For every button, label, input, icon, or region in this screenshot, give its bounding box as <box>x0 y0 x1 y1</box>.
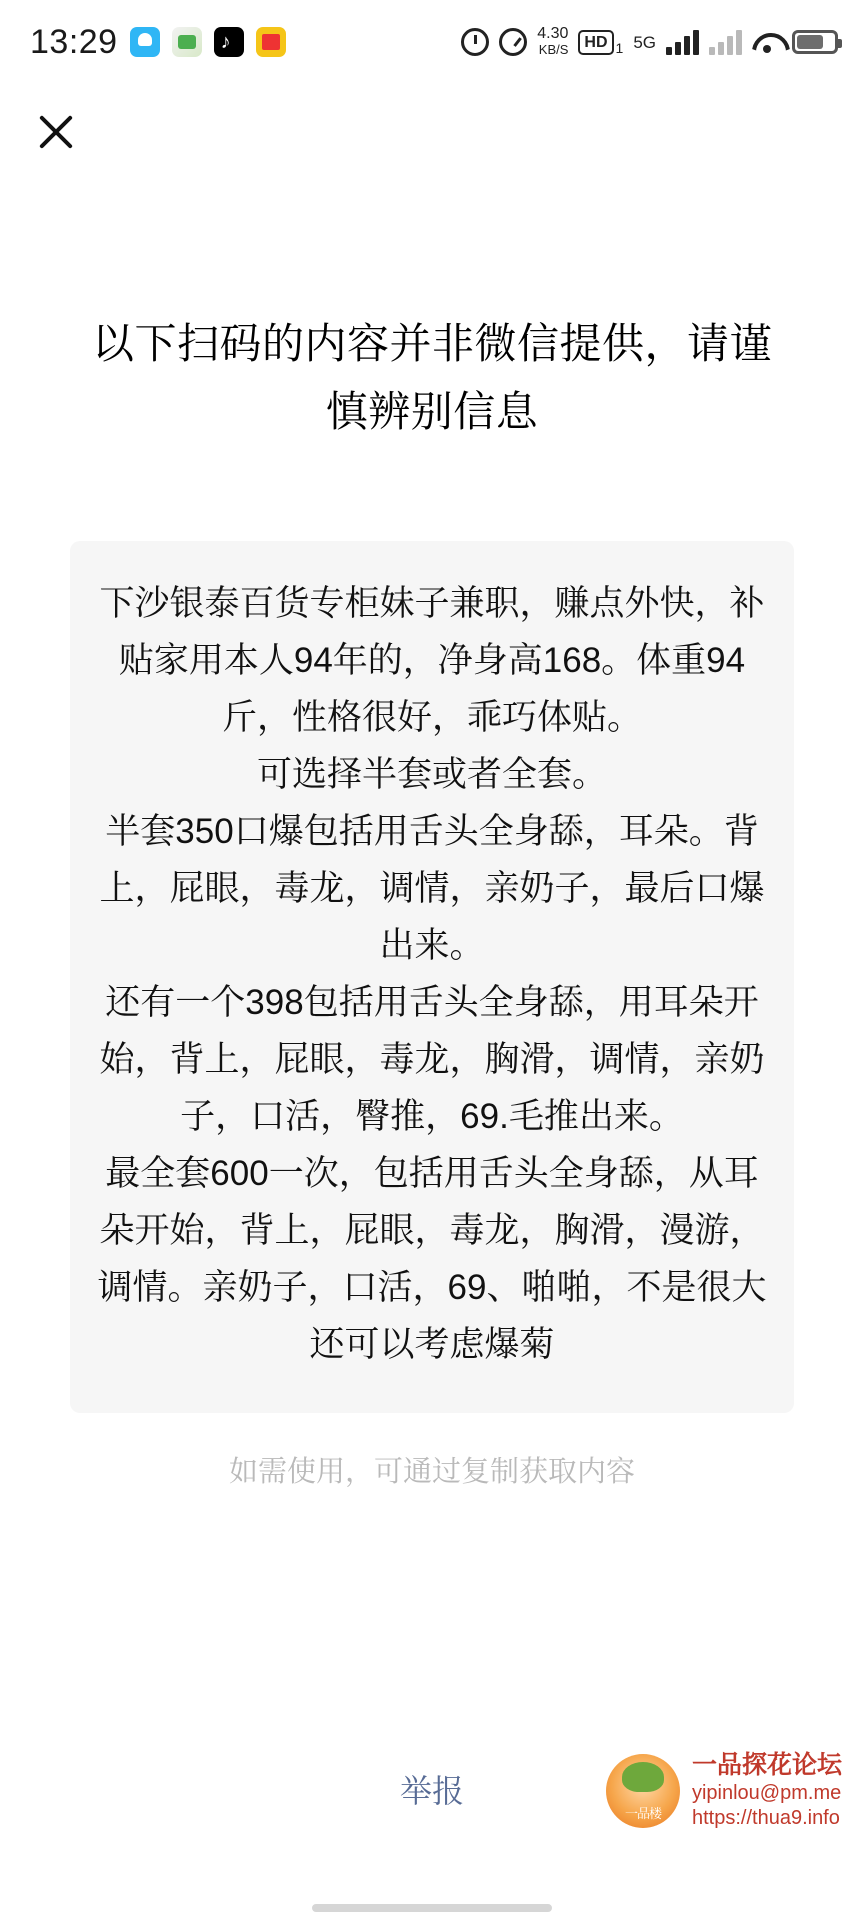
content-line: 最全套600一次，包括用舌头全身舔，从耳朵开始，背上，屁眼，毒龙，胸滑，漫游，调情。亲奶子，口活，69、啪啪，不是很大还可以考虑爆菊 <box>97 1154 767 1364</box>
yellow-app-icon <box>256 27 286 57</box>
green-app-icon <box>172 27 202 57</box>
wifi-icon <box>752 30 782 54</box>
home-indicator[interactable] <box>312 1904 552 1912</box>
network-speed-unit: KB/S <box>538 42 569 57</box>
nav-bar <box>0 84 864 180</box>
copy-hint: 如需使用，可通过复制获取内容 <box>228 1456 635 1488</box>
battery-icon <box>792 30 838 54</box>
speedometer-icon <box>499 28 527 56</box>
content-line: 下沙银泰百货专柜妹子兼职，赚点外快，补贴家用本人94年的，净身高168。体重94斤，性格很好，乖巧体贴。 <box>99 584 765 737</box>
signal-bars-secondary-icon <box>709 29 742 55</box>
signal-bars-icon <box>666 29 699 55</box>
signal-label: 5G <box>633 32 656 52</box>
status-bar-right <box>461 26 838 58</box>
status-clock: 13:29 <box>30 22 118 61</box>
alarm-icon <box>461 28 489 56</box>
report-link[interactable]: 举报 <box>399 1773 464 1809</box>
network-speed <box>537 26 568 58</box>
close-icon[interactable] <box>28 104 84 160</box>
content-line: 半套350口爆包括用舌头全身舔，耳朵。背上，屁眼，毒龙，调情，亲奶子，最后口爆出来。 <box>99 812 765 965</box>
network-speed-value: 4.30 <box>537 25 569 42</box>
tiktok-icon <box>214 27 244 57</box>
hd-sim-index: 1 <box>615 39 624 56</box>
watermark-text <box>692 1750 842 1831</box>
watermark-title: 一品探花论坛 <box>691 1751 842 1779</box>
watermark <box>606 1750 842 1831</box>
hd-label: HD <box>578 30 613 55</box>
footer <box>0 1740 864 1920</box>
page-title: 以下扫码的内容并非微信提供，请谨慎辨别信息 <box>91 320 772 435</box>
bell-icon <box>130 27 160 57</box>
status-bar-left <box>30 23 286 62</box>
content-line: 可选择半套或者全套。 <box>256 755 607 794</box>
yipinlou-logo-icon <box>606 1754 680 1828</box>
watermark-url: https://thua9.info <box>691 1807 840 1830</box>
content-line: 还有一个398包括用舌头全身舔，用耳朵开始，背上，屁眼，毒龙，胸滑，调情，亲奶子，口活，臀推，69.毛推出来。 <box>99 983 765 1136</box>
main-content <box>0 180 864 1740</box>
status-bar <box>0 0 864 84</box>
watermark-mail: yipinlou@pm.me <box>691 1782 842 1805</box>
scanned-content-card <box>70 541 794 1413</box>
hd-badge <box>578 30 623 55</box>
